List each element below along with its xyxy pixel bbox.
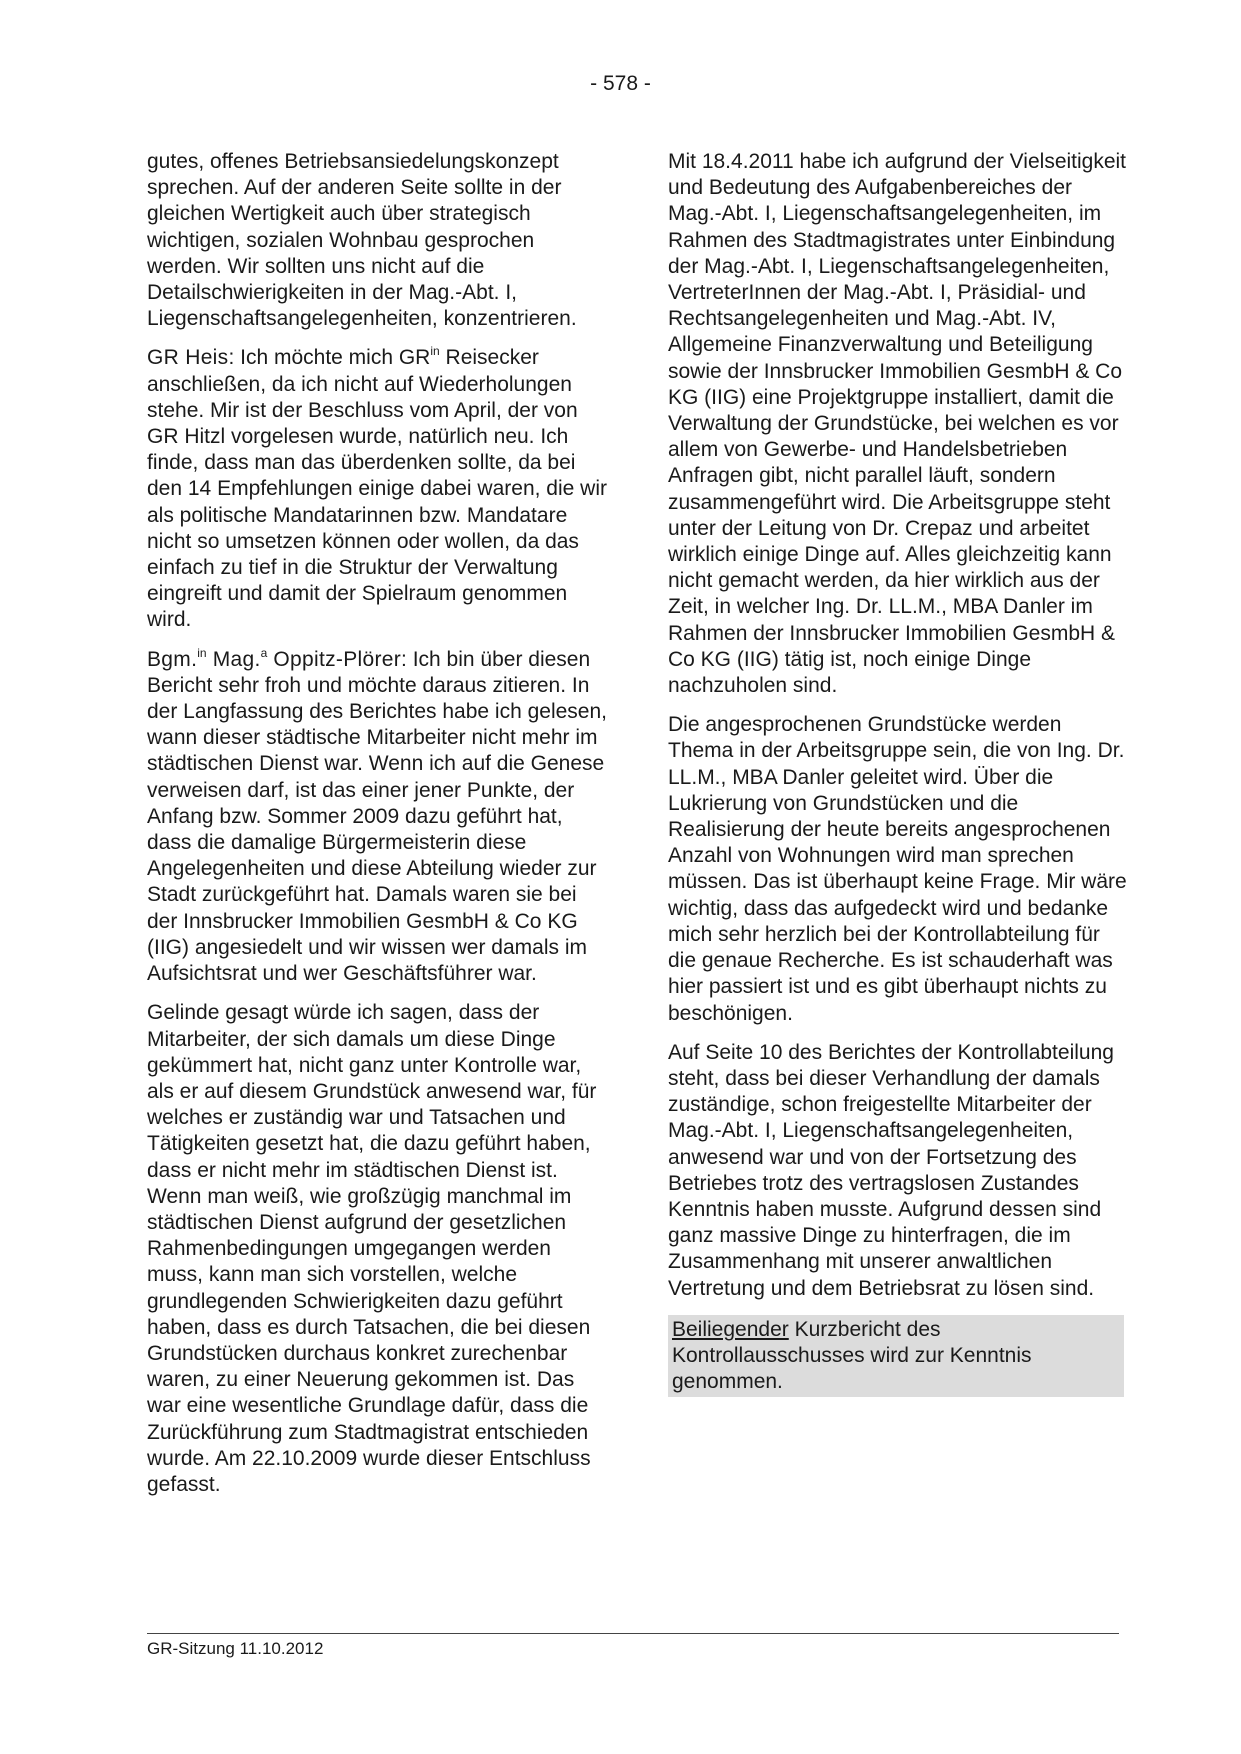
superscript: in [430,344,440,359]
right-column [668,149,1128,1410]
footer-rule [147,1633,1119,1634]
paragraph: gutes, offenes Betriebsansiedelungskonzept sprechen. Auf der anderen Seite sollte in der gleichen Wertigkeit auch über strategisch wichtigen, sozialen Wohnbau gesprochen werden. Wir sollten uns nicht auf die Detailschwierigkeiten in der Mag.-Abt. I, Liegenschaftsangelegenheiten, konzentrieren. [147,150,577,331]
superscript: in [197,645,207,660]
decision-text: Kurzbericht des Kontrollausschusses wird zur Kenntnis genommen. [672,1317,1032,1394]
paragraph: Die angesprochenen Grundstücke werden Thema in der Arbeitsgruppe sein, die von Ing. Dr. LL.M., MBA Danler geleitet wird. Über die Lukrierung von Grundstücken und die Realisierung der heute bereits angesprochenen Anzahl von Wohnungen wird man sprechen müssen. Das ist überhaupt keine Frage. Mir wäre wichtig, dass das aufgedeckt wird und bedanke mich sehr herzlich bei der Kontrollabteilung für die genaue Recherche. Es ist schauderhaft was hier passiert ist und es gibt überhaupt nichts zu beschönigen. [668,713,1127,1025]
speech-text: Reisecker anschließen, da ich nicht auf Wiederholungen stehe. Mir ist der Beschluss vom April, der von GR Hitzl vorgelesen wurde, natürlich neu. Ich finde, dass man das überdenken sollte, da bei den 14 Empfehlungen einige dabei waren, die wir als politische Mandatarinnen bzw. Mandatare nicht so umsetzen können oder wollen, da das einfach zu tief in die Struktur der Verwaltung eingreift und damit der Spielraum genommen wird. [147,346,607,632]
speaker-title: Mag. [206,647,261,671]
footer: GR-Sitzung 11.10.2012 [147,1639,324,1658]
paragraph: Mit 18.4.2011 habe ich aufgrund der Vielseitigkeit und Bedeutung des Aufgabenbereiches der Mag.-Abt. I, Liegenschaftsangelegenheiten, im Rahmen des Stadtmagistrates unter Einbindung der Mag.-Abt. I, Liegenschaftsangelegenheiten, VertreterInnen der Mag.-Abt. I, Präsidial- und Rechtsangelegenheiten und Mag.-Abt. IV, Allgemeine Finanzverwaltung und Beteiligung sowie der Innsbrucker Immobilien GesmbH & Co KG (IIG) eine Projektgruppe installiert, damit die Verwaltung der Grundstücke, bei welchen es vor allem von Gewerbe- und Handelsbetrieben Anfragen gibt, nicht parallel läuft, sondern zusammengeführt wird. Die Arbeitsgruppe steht unter der Leitung von Dr. Crepaz und arbeitet wirklich einige Dinge auf. Alles gleichzeitig kann nicht gemacht werden, da hier wirklich aus der Zeit, in welcher Ing. Dr. LL.M., MBA Danler im Rahmen der Innsbrucker Immobilien GesmbH & Co KG (IIG) tätig ist, noch einige Dinge nachzuholen sind. [668,150,1127,698]
superscript: a [260,645,268,660]
speaker-title: Bgm. [147,647,198,671]
speaker-name: Oppitz-Plörer [267,647,402,671]
left-column [147,149,607,1511]
paragraph: Gelinde gesagt würde ich sagen, dass der Mitarbeiter, der sich damals um diese Dinge gekümmert hat, nicht ganz unter Kontrolle war, als er auf diesem Grundstück anwesend war, für welches er zuständig war und Tatsachen und Tätigkeiten gesetzt hat, die dazu geführt haben, dass er nicht mehr im städtischen Dienst ist. Wenn man weiß, wie großzügig manchmal im städtischen Dienst aufgrund der gesetzlichen Rahmenbedingungen umgegangen werden muss, kann man sich vorstellen, welche grundlegenden Schwierigkeiten dazu geführt haben, dass es durch Tatsachen, die bei diesen Grundstücken durchaus konkret zurechenbar waren, zu einer Neuerung gekommen ist. Das war eine wesentliche Grundlage dafür, dass die Zurückführung zum Stadtmagistrat entschieden wurde. Am 22.10.2009 wurde dieser Entschluss gefasst. [147,1001,597,1496]
page-number: - 578 - [590,72,651,95]
speech-oppitz-ploerer [147,647,607,988]
decision-box [668,1315,1124,1398]
speech-text: : Ich bin über diesen Bericht sehr froh und möchte daraus zitieren. In der Langfassung des Berichtes habe ich gelesen, wann dieser städtische Mitarbeiter nicht mehr im städtischen Dienst war. Wenn ich auf die Genese verweisen darf, ist das einer jener Punkte, der Anfang bzw. Sommer 2009 dazu geführt hat, dass die damalige Bürgermeisterin diese Angelegenheiten und diese Abteilung wieder zur Stadt zurückgeführt hat. Damals waren sie bei der Innsbrucker Immobilien GesmbH & Co KG (IIG) angesiedelt und wir wissen wer damals im Aufsichtsrat und wer Geschäftsführer war. [147,647,607,986]
decision-underlined: Beiliegender [672,1317,789,1341]
paragraph: Auf Seite 10 des Berichtes der Kontrollabteilung steht, dass bei dieser Verhandlung der damals zuständige, schon freigestellte Mitarbeiter der Mag.-Abt. I, Liegenschaftsangelegenheiten, anwesend war und von der Fortsetzung des Betriebes trotz des vertragslosen Zustandes Kenntnis haben musste. Aufgrund dessen sind ganz massive Dinge zu hinterfragen, die im Zusammenhang mit unserer anwaltlichen Vertretung und dem Betriebsrat zu lösen sind. [668,1040,1114,1300]
speech-heis [147,345,607,633]
speaker-name: GR Heis [147,346,229,370]
speech-text: : Ich möchte mich GR [228,346,431,370]
